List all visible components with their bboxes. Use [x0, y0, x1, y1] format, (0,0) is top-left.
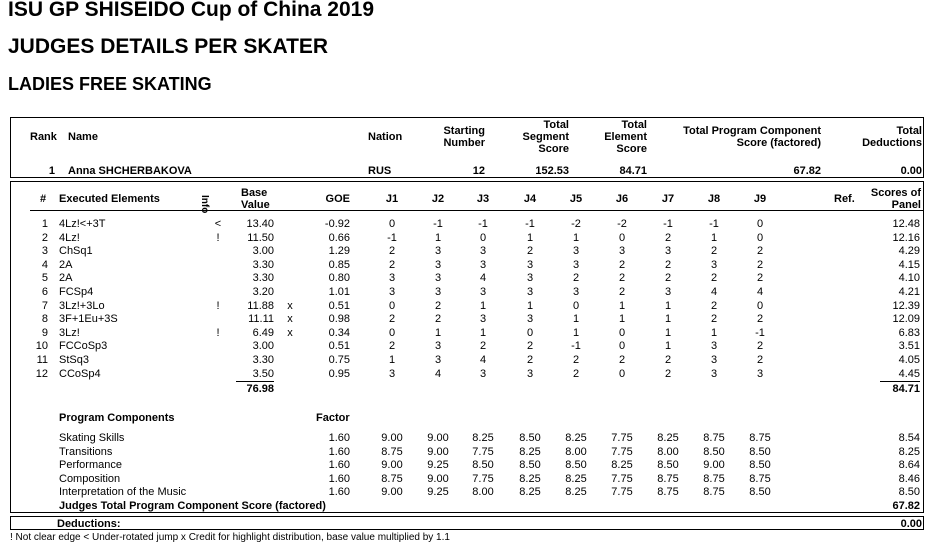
element-judge-score: 3 [572, 286, 580, 298]
element-judge-score: 3 [434, 258, 442, 271]
element-goe: 0.85 [328, 258, 350, 271]
component-judge-score: 8.00 [472, 486, 494, 499]
element-judge-score: 2 [526, 245, 534, 258]
component-name: Composition [59, 472, 121, 485]
element-judge-score: 0 [756, 218, 764, 230]
element-info: ! [216, 231, 220, 244]
element-judge-score: 3 [526, 286, 534, 298]
component-judge-score: 8.50 [749, 445, 771, 458]
element-judge-score: 3 [756, 367, 764, 380]
element-goe: 0.95 [328, 367, 350, 380]
program-components-header: Program Components [59, 412, 175, 424]
element-judge-score: 1 [710, 326, 718, 339]
judge-header: J4 [523, 193, 537, 205]
element-judge-score: 1 [572, 231, 580, 244]
element-code: StSq3 [59, 354, 89, 366]
base-value-header: Base Value [241, 187, 270, 211]
element-base-value: 3.00 [252, 245, 274, 258]
element-bonus-mark: x [287, 313, 293, 326]
element-base-value: 3.20 [252, 286, 274, 298]
element-judge-score: 0 [388, 299, 396, 312]
element-judge-score: 2 [664, 231, 672, 244]
element-judge-score: 1 [664, 326, 672, 339]
component-name: Transitions [59, 445, 113, 458]
element-judge-score: 3 [434, 340, 442, 353]
element-judge-score: 3 [434, 272, 442, 285]
element-judge-score: -1 [755, 326, 765, 339]
element-goe: -0.92 [324, 218, 350, 230]
element-judge-score: 2 [756, 245, 764, 258]
element-bonus-mark: x [287, 299, 293, 312]
component-judge-score: 7.75 [472, 472, 494, 485]
element-code: 4Lz! [59, 231, 80, 244]
element-judge-score: 0 [618, 367, 626, 380]
element-judge-score: 2 [664, 272, 672, 285]
skater-starting-number: 12 [472, 165, 485, 177]
element-judge-score: 4 [710, 286, 718, 298]
component-judge-score: 8.75 [703, 432, 725, 444]
element-judge-score: 2 [618, 286, 626, 298]
component-factor: 1.60 [328, 432, 350, 444]
name-header: Name [68, 131, 98, 143]
element-info: < [214, 218, 222, 230]
element-base-value: 13.40 [246, 218, 274, 230]
element-judge-score: 1 [618, 313, 626, 326]
element-judge-score: 3 [526, 272, 534, 285]
element-judge-score: -2 [617, 218, 627, 230]
element-panel-score: 4.15 [898, 258, 920, 271]
component-judge-score: 8.50 [657, 459, 679, 472]
element-judge-score: 1 [572, 326, 580, 339]
element-panel-score: 4.21 [898, 286, 920, 298]
element-panel-score: 4.45 [898, 367, 920, 380]
component-judge-score: 9.00 [381, 486, 403, 499]
element-panel-score: 12.16 [892, 231, 920, 244]
element-judge-score: 2 [710, 272, 718, 285]
element-judge-score: 3 [664, 286, 672, 298]
element-judge-score: 1 [664, 299, 672, 312]
component-judge-score: 9.00 [427, 432, 449, 444]
element-number: 10 [35, 340, 48, 353]
component-judge-score: 8.50 [519, 432, 541, 444]
component-judge-score: 8.75 [381, 472, 403, 485]
element-judge-score: 2 [572, 272, 580, 285]
element-code: 3F+1Eu+3S [59, 313, 118, 326]
element-judge-score: 2 [572, 367, 580, 380]
element-base-value: 11.88 [247, 299, 274, 312]
component-judge-score: 8.25 [519, 472, 541, 485]
component-judge-score: 8.75 [657, 472, 679, 485]
element-judge-score: 3 [388, 367, 396, 380]
element-code: CCoSp4 [59, 367, 101, 380]
element-goe: 1.29 [328, 245, 350, 258]
component-judge-score: 8.25 [565, 486, 587, 499]
info-header: Info [199, 195, 210, 214]
component-factor: 1.60 [328, 459, 350, 472]
judge-header: J1 [385, 193, 399, 205]
component-panel-score: 8.50 [898, 486, 920, 499]
element-judge-score: 3 [479, 313, 487, 326]
element-judge-score: -1 [433, 218, 443, 230]
component-name: Interpretation of the Music [59, 486, 187, 499]
component-judge-score: 9.00 [427, 445, 449, 458]
element-judge-score: -1 [525, 218, 535, 230]
skater-deductions: 0.00 [900, 165, 922, 177]
element-panel-score: 12.39 [892, 299, 920, 312]
goe-header: GOE [325, 193, 350, 205]
element-judge-score: 2 [756, 313, 764, 326]
element-judge-score: 2 [664, 258, 672, 271]
element-judge-score: 3 [572, 258, 580, 271]
element-judge-score: 2 [388, 340, 396, 353]
element-judge-score: 3 [479, 258, 487, 271]
component-judge-score: 8.75 [703, 472, 725, 485]
element-judge-score: 1 [710, 231, 718, 244]
element-judge-score: 4 [756, 286, 764, 298]
element-judge-score: 1 [618, 299, 626, 312]
header-divider [30, 210, 924, 211]
element-judge-score: 1 [434, 231, 442, 244]
panel-total-rule [880, 381, 920, 382]
element-goe: 0.98 [328, 313, 350, 326]
element-judge-score: 2 [710, 245, 718, 258]
element-judge-score: 3 [572, 245, 580, 258]
element-judge-score: 3 [710, 340, 718, 353]
component-judge-score: 8.50 [472, 459, 494, 472]
judge-header: J8 [707, 193, 721, 205]
component-judge-score: 9.00 [381, 432, 403, 444]
element-judge-score: 0 [526, 326, 534, 339]
element-info: ! [216, 299, 220, 312]
element-judge-score: 1 [526, 231, 534, 244]
element-number: 7 [41, 299, 48, 312]
element-judge-score: -1 [709, 218, 719, 230]
element-judge-score: 3 [479, 245, 487, 258]
element-goe: 0.80 [328, 272, 350, 285]
element-number: 1 [41, 218, 48, 230]
skater-rank: 1 [48, 165, 55, 177]
element-base-value: 11.11 [248, 313, 274, 326]
deductions-box [10, 516, 924, 530]
skater-name: Anna SHCHERBAKOVA [68, 165, 192, 177]
judge-header: J6 [615, 193, 629, 205]
element-panel-score: 12.48 [892, 218, 920, 230]
element-judge-score: 3 [526, 313, 534, 326]
element-panel-score: 6.83 [898, 326, 920, 339]
component-panel-score: 8.54 [898, 432, 920, 444]
component-judge-score: 8.50 [565, 459, 587, 472]
element-judge-score: 1 [664, 313, 672, 326]
element-panel-score: 4.10 [898, 272, 920, 285]
element-judge-score: 3 [710, 367, 718, 380]
element-judge-score: 3 [526, 367, 534, 380]
element-judge-score: 2 [479, 340, 487, 353]
element-judge-score: 2 [618, 258, 626, 271]
element-judge-score: 2 [710, 313, 718, 326]
element-judge-score: 2 [756, 354, 764, 366]
element-judge-score: 1 [434, 326, 442, 339]
component-judge-score: 7.75 [611, 432, 633, 444]
event-title: ISU GP SHISEIDO Cup of China 2019 [8, 0, 375, 21]
element-judge-score: 3 [710, 354, 718, 366]
component-factor: 1.60 [328, 486, 350, 499]
element-judge-score: 2 [664, 367, 672, 380]
component-judge-score: 9.25 [427, 459, 449, 472]
element-judge-score: 0 [479, 231, 487, 244]
element-judge-score: 1 [479, 326, 487, 339]
element-bonus-mark: x [287, 326, 293, 339]
component-judge-score: 7.75 [611, 486, 633, 499]
element-judge-score: 0 [756, 231, 764, 244]
element-judge-score: 4 [479, 272, 487, 285]
element-judge-score: 3 [388, 286, 396, 298]
executed-elements-header: Executed Elements [59, 193, 160, 205]
element-num-header: # [40, 193, 47, 205]
element-judge-score: 3 [526, 258, 534, 271]
element-code: FCCoSp3 [59, 340, 108, 353]
element-panel-score: 4.29 [898, 245, 920, 258]
element-judge-score: 1 [572, 313, 580, 326]
element-base-value: 3.30 [252, 272, 274, 285]
nation-header: Nation [368, 131, 403, 143]
element-base-value: 3.00 [252, 340, 274, 353]
component-judge-score: 8.75 [703, 486, 725, 499]
segment-title: LADIES FREE SKATING [8, 74, 212, 94]
component-panel-score: 8.64 [898, 459, 920, 472]
pcs-header: Total Program Component Score (factored) [683, 125, 821, 149]
component-name: Skating Skills [59, 432, 125, 444]
element-judge-score: 2 [756, 258, 764, 271]
component-judge-score: 8.25 [472, 432, 494, 444]
ref-header: Ref. [834, 193, 855, 205]
element-base-value: 3.50 [252, 367, 274, 380]
skater-tss: 152.53 [535, 165, 569, 177]
element-code: 2A [59, 258, 73, 271]
element-base-value: 3.30 [252, 258, 274, 271]
component-judge-score: 8.25 [519, 445, 541, 458]
element-number: 8 [41, 313, 48, 326]
rank-header: Rank [30, 131, 57, 143]
element-judge-score: 2 [710, 299, 718, 312]
element-judge-score: 2 [664, 354, 672, 366]
skater-pcs: 67.82 [793, 165, 821, 177]
pcs-total-value: 67.82 [892, 500, 920, 512]
component-judge-score: 9.00 [381, 459, 403, 472]
element-base-value: 6.49 [252, 326, 274, 339]
element-judge-score: 2 [756, 340, 764, 353]
element-judge-score: 1 [479, 299, 487, 312]
deductions-header: Total Deductions [862, 125, 922, 149]
component-name: Performance [59, 459, 122, 472]
component-judge-score: 8.50 [703, 445, 725, 458]
component-judge-score: 8.25 [657, 432, 679, 444]
component-judge-score: 8.50 [519, 459, 541, 472]
component-judge-score: 9.00 [427, 472, 449, 485]
component-judge-score: 8.50 [749, 486, 771, 499]
element-base-value: 3.30 [252, 354, 274, 366]
component-judge-score: 8.75 [749, 432, 771, 444]
element-goe: 0.51 [328, 299, 350, 312]
scores-of-panel-header: Scores of Panel [870, 187, 921, 211]
skater-summary-box [10, 117, 924, 178]
element-judge-score: 0 [388, 326, 396, 339]
element-goe: 0.51 [328, 340, 350, 353]
judge-header: J5 [569, 193, 583, 205]
component-judge-score: 7.75 [611, 445, 633, 458]
component-judge-score: 8.00 [565, 445, 587, 458]
element-judge-score: 0 [618, 231, 626, 244]
element-code: FCSp4 [59, 286, 94, 298]
element-judge-score: -2 [571, 218, 581, 230]
element-number: 11 [36, 354, 48, 366]
element-judge-score: 2 [434, 313, 442, 326]
element-number: 5 [41, 272, 48, 285]
element-judge-score: 2 [526, 340, 534, 353]
element-number: 4 [41, 258, 48, 271]
element-code: 3Lz!+3Lo [59, 299, 105, 312]
component-judge-score: 8.25 [519, 486, 541, 499]
element-panel-score: 4.05 [898, 354, 920, 366]
skater-tes: 84.71 [619, 165, 647, 177]
element-judge-score: 2 [434, 299, 442, 312]
legend: ! Not clear edge < Under-rotated jump x Credit for highlight distribution, base value multiplied by 1.1 [10, 532, 450, 543]
element-judge-score: 3 [710, 258, 718, 271]
component-judge-score: 8.25 [565, 472, 587, 485]
component-judge-score: 8.50 [749, 459, 771, 472]
element-judge-score: 2 [618, 272, 626, 285]
element-judge-score: 3 [388, 272, 396, 285]
element-number: 12 [35, 367, 48, 380]
component-judge-score: 8.25 [611, 459, 633, 472]
element-judge-score: -1 [571, 340, 581, 353]
component-judge-score: 7.75 [611, 472, 633, 485]
element-base-value: 11.50 [247, 231, 274, 244]
component-judge-score: 9.00 [703, 459, 725, 472]
pcs-total-label: Judges Total Program Component Score (factored) [59, 500, 326, 512]
element-judge-score: 3 [434, 245, 442, 258]
element-goe: 0.34 [328, 326, 350, 339]
element-number: 2 [41, 231, 48, 244]
element-number: 9 [41, 326, 48, 339]
element-judge-score: -1 [663, 218, 673, 230]
element-panel-score: 12.09 [892, 313, 920, 326]
element-judge-score: 3 [618, 245, 626, 258]
element-judge-score: 2 [388, 258, 396, 271]
element-code: 3Lz! [59, 326, 80, 339]
element-judge-score: 3 [434, 286, 442, 298]
element-judge-score: 1 [664, 340, 672, 353]
judge-header: J9 [753, 193, 767, 205]
element-judge-score: 2 [572, 354, 580, 366]
base-value-total: 76.98 [246, 383, 274, 395]
skater-nation: RUS [368, 165, 392, 177]
component-judge-score: 8.75 [749, 472, 771, 485]
judge-header: J2 [431, 193, 445, 205]
element-judge-score: 0 [572, 299, 580, 312]
element-info: ! [216, 326, 220, 339]
element-number: 3 [41, 245, 48, 258]
element-judge-score: 0 [756, 299, 764, 312]
element-judge-score: 1 [388, 354, 396, 366]
element-judge-score: 0 [388, 218, 396, 230]
deductions-label: Deductions: [57, 518, 121, 530]
component-judge-score: 7.75 [472, 445, 494, 458]
element-code: 4Lz!<+3T [59, 218, 106, 230]
element-judge-score: -1 [478, 218, 488, 230]
element-goe: 0.75 [328, 354, 350, 366]
component-judge-score: 8.75 [381, 445, 403, 458]
base-total-rule [236, 381, 274, 382]
element-judge-score: 2 [388, 245, 396, 258]
element-judge-score: 0 [618, 340, 626, 353]
factor-header: Factor [316, 412, 350, 424]
element-judge-score: 1 [526, 299, 534, 312]
component-judge-score: 8.00 [657, 445, 679, 458]
element-goe: 0.66 [328, 231, 350, 244]
element-judge-score: 3 [479, 367, 487, 380]
element-code: 2A [59, 272, 73, 285]
component-factor: 1.60 [328, 472, 350, 485]
element-judge-score: 4 [434, 367, 442, 380]
deductions-value: 0.00 [900, 518, 922, 530]
component-factor: 1.60 [328, 445, 350, 458]
element-code: ChSq1 [59, 245, 93, 258]
component-judge-score: 9.25 [427, 486, 449, 499]
element-judge-score: 3 [479, 286, 487, 298]
element-number: 6 [41, 286, 48, 298]
element-goe: 1.01 [328, 286, 350, 298]
component-judge-score: 8.25 [565, 432, 587, 444]
starting-number-header: Starting Number [443, 125, 485, 149]
elements-panel-total: 84.71 [892, 383, 920, 395]
tes-header: Total Element Score [604, 119, 647, 155]
tss-header: Total Segment Score [522, 119, 569, 155]
element-panel-score: 3.51 [898, 340, 920, 353]
element-judge-score: 2 [618, 354, 626, 366]
element-judge-score: 3 [434, 354, 442, 366]
element-judge-score: 2 [526, 354, 534, 366]
element-judge-score: 0 [618, 326, 626, 339]
element-judge-score: 3 [664, 245, 672, 258]
component-panel-score: 8.46 [898, 472, 920, 485]
element-judge-score: 4 [479, 354, 487, 366]
element-judge-score: 2 [388, 313, 396, 326]
judge-header: J7 [661, 193, 675, 205]
element-judge-score: 2 [756, 272, 764, 285]
report-title: JUDGES DETAILS PER SKATER [8, 35, 329, 58]
element-judge-score: -1 [387, 231, 397, 244]
component-panel-score: 8.25 [898, 445, 920, 458]
judge-header: J3 [476, 193, 490, 205]
component-judge-score: 8.75 [657, 486, 679, 499]
